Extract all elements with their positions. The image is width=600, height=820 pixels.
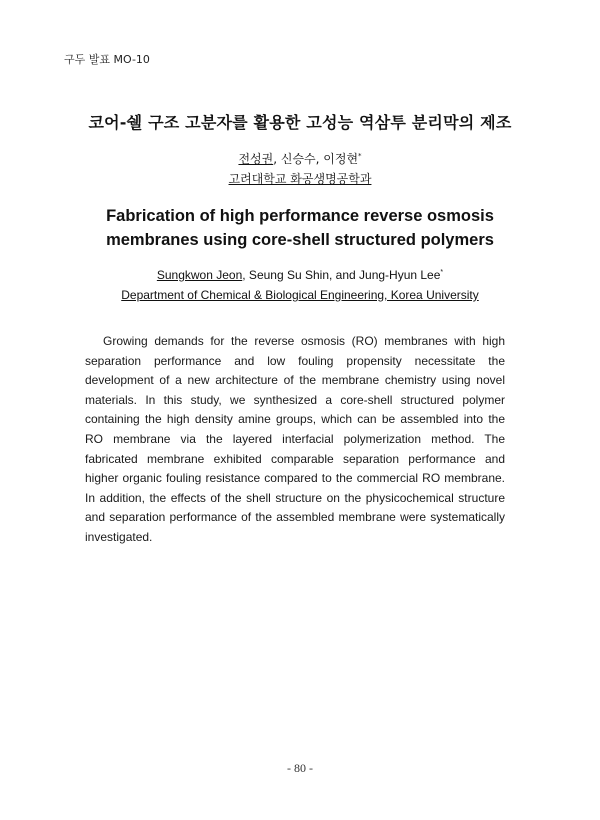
page-number: - 80 - — [287, 761, 313, 775]
abstract-paragraph: Growing demands for the reverse osmosis (RO) membranes with high separation performance and low fouling propensity necessitate the development of a new architecture of the membrane chemistry using novel materials. In this study, we synthesized a core-shell structured polymer containing the high density amine groups, which can be assembled into the RO membrane via the layered interfacial polymerization method. The fabricated membrane exhibited comparable separation performance and higher organic fouling resistance compared to the commercial RO membrane. In addition, the effects of the shell structure on the physicochemical structure and separation performance of the assembled membrane were systematically investigated. — [85, 334, 505, 544]
english-title — [0, 204, 600, 252]
korean-coauthors: , 신승수, 이정현 — [273, 152, 359, 166]
korean-corresponding-mark: * — [358, 152, 362, 160]
korean-affiliation — [0, 170, 600, 187]
english-corresponding-mark: * — [440, 269, 444, 276]
english-coauthors: , Seung Su Shin, and Jung-Hyun Lee — [242, 268, 441, 282]
english-title-line-1: Fabrication of high performance reverse osmosis — [106, 207, 494, 225]
english-affiliation-text: Department of Chemical & Biological Engineering, Korea University — [121, 288, 479, 302]
english-affiliation — [0, 288, 600, 302]
korean-authors — [0, 150, 600, 167]
english-presenting-author: Sungkwon Jeon — [156, 268, 243, 282]
korean-affiliation-text: 고려대학교 화공생명공학과 — [228, 172, 372, 186]
english-authors — [0, 268, 600, 282]
korean-presenting-author: 전성권 — [238, 152, 274, 166]
session-label: 구두 발표 MO-10 — [64, 53, 150, 66]
korean-title: 코어-쉘 구조 고분자를 활용한 고성능 역삼투 분리막의 제조 — [88, 113, 512, 132]
english-title-line-2: membranes using core-shell structured polymers — [106, 231, 494, 249]
